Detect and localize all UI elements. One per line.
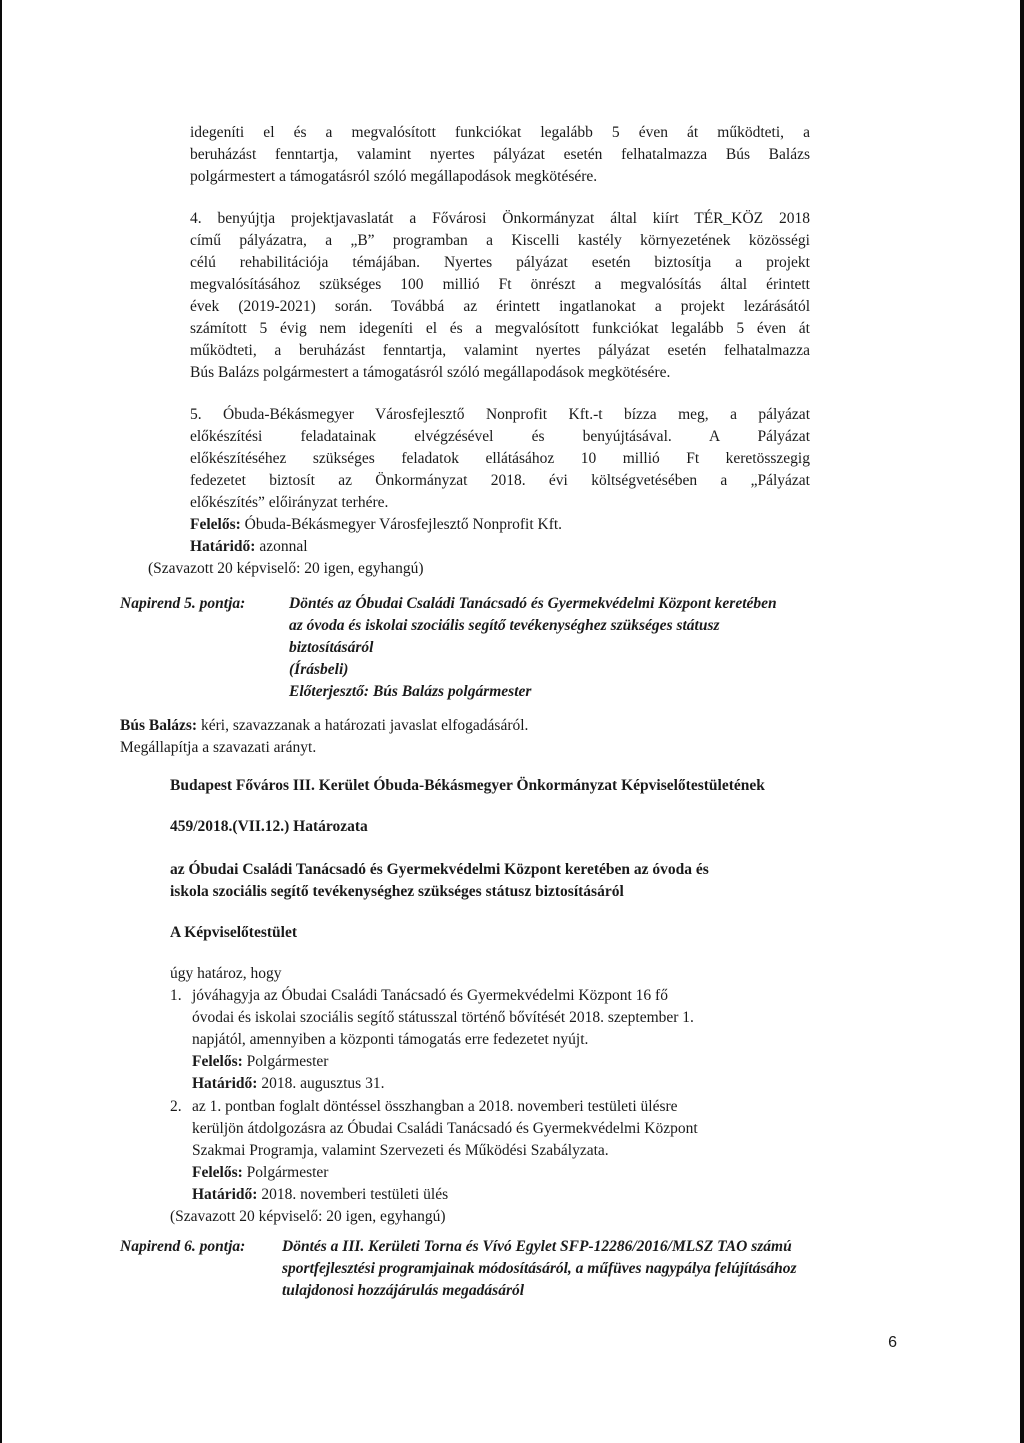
deadline-value: 2018. augusztus 31. [257,1075,385,1092]
text-line: az 1. pontban foglalt döntéssel összhangban a 2018. novemberi testületi ülésre [192,1098,678,1115]
text-line: óvodai és iskolai szociális segítő státusszal történő bővítését 2018. szeptember 1. [192,1009,694,1026]
text-line: Döntés az Óbudai Családi Tanácsadó és Gyermekvédelmi Központ keretében [289,595,777,612]
speaker-text: kéri, szavazzanak a határozati javaslat elfogadásáról. [197,717,529,734]
text-line: napjától, amennyiben a központi támogatás erre fedezetet nyújt. [192,1031,589,1048]
deadline-value: azonnal [255,538,308,555]
text-line: az Óbudai Családi Tanácsadó és Gyermekvédelmi Központ keretében az óvoda és [170,861,709,878]
text-line: Bús Balázs polgármestert a támogatásról szóló megállapodások megkötésére. [190,364,671,381]
deadline-label: Határidő: [192,1075,258,1092]
text-line: tulajdonosi hozzájárulás megadásáról [282,1282,525,1299]
resolution-subject [170,859,709,903]
text-line: 5. Óbuda-Békásmegyer Városfejlesztő Nonprofit Kft.-t bízza meg, a pályázat [190,406,810,423]
text-line: sportfejlesztési programjainak módosításáról, a műfüves nagypálya felújításához [282,1260,797,1277]
point-number: 2. [170,1098,182,1115]
resolution-number: 459/2018.(VII.12.) Határozata [170,818,368,835]
resolution-body-title: A Képviselőtestület [170,924,297,941]
point-body [192,1096,810,1206]
deadline-value: 2018. novemberi testületi ülés [257,1186,449,1203]
text-line: című pályázatra, a „B” programban a Kiscelli kastély környezetének közösségi [190,232,810,249]
text-line: megvalósításához szükséges 100 millió Ft önrészt a megvalósítás által érintett [190,276,810,293]
text-line: jóváhagyja az Óbudai Családi Tanácsadó és Gyermekvédelmi Központ 16 fő [192,987,668,1004]
agenda-label: Napirend 6. pontja: [120,1238,246,1255]
text-line: Szakmai Programja, valamint Szervezeti és Működési Szabályzata. [192,1142,609,1159]
text-line: idegeníti el és a megvalósított funkciókat legalább 5 éven át működteti, a [190,124,810,141]
scan-edge-left [0,0,2,1443]
text-line: kerüljön átdolgozásra az Óbudai Családi Tanácsadó és Gyermekvédelmi Központ [192,1120,698,1137]
responsible-line [192,1051,810,1073]
responsible-line [190,514,810,536]
responsible-line [192,1162,810,1184]
point-body [192,985,810,1095]
text-line: biztosításáról [289,639,374,656]
item-5-paragraph [190,404,810,558]
deadline-line [190,536,810,558]
responsible-label: Felelős: [192,1164,243,1181]
text-line: az óvoda és iskolai szociális segítő tevékenységhez szükséges státusz [289,617,720,634]
deadline-line [192,1184,810,1206]
text-line: előkészítés” előirányzat terhére. [190,494,389,511]
deadline-line [192,1073,810,1095]
text-line: Megállapítja a szavazati arányt. [120,739,317,756]
text-line: beruházást fenntartja, valamint nyertes pályázat esetén felhatalmazza Bús Balázs [190,146,810,163]
item-4-paragraph [190,208,810,384]
vote-result: (Szavazott 20 képviselő: 20 igen, egyhangú) [148,560,424,577]
intro-paragraph [190,122,810,188]
text-line: Döntés a III. Kerületi Torna és Vívó Egylet SFP-12286/2016/MLSZ TAO számú [282,1238,792,1255]
resolution-point-2 [170,1096,810,1206]
responsible-label: Felelős: [192,1053,243,1070]
responsible-label: Felelős: [190,516,241,533]
point-number: 1. [170,987,182,1004]
text-line: Előterjesztő: Bús Balázs polgármester [289,683,532,700]
deadline-label: Határidő: [190,538,256,555]
deadline-label: Határidő: [192,1186,258,1203]
text-line: polgármestert a támogatásról szóló megállapodások megkötésére. [190,168,598,185]
text-line: célú rehabilitációja témájában. Nyertes pályázat esetén biztosítja a projekt [190,254,810,271]
scan-edge-right [1020,0,1024,1443]
agenda-title [282,1236,902,1302]
responsible-value: Óbuda-Békásmegyer Városfejlesztő Nonprofit Kft. [240,516,563,533]
speaker-name: Bús Balázs: [120,717,198,734]
responsible-value: Polgármester [242,1164,329,1181]
text-line: évek (2019-2021) során. Továbbá az érintett ingatlanokat a projekt lezárásától [190,298,810,315]
text-line: előkészítési feladatainak elvégzésével és benyújtásával. A Pályázat [190,428,810,445]
text-line: működteti, a beruházást fenntartja, valamint nyertes pályázat esetén felhatalmazza [190,342,810,359]
agenda-title [289,593,889,703]
text-line: (Írásbeli) [289,661,349,678]
agenda-label: Napirend 5. pontja: [120,595,246,612]
resolution-decides: úgy határoz, hogy [170,965,282,982]
vote-result: (Szavazott 20 képviselő: 20 igen, egyhangú) [170,1208,446,1225]
text-line: fedezetet biztosít az Önkormányzat 2018. évi költségvetésében a „Pályázat [190,472,810,489]
resolution-point-1 [170,985,810,1095]
resolution-council: Budapest Főváros III. Kerület Óbuda-Békásmegyer Önkormányzat Képviselőtestületének [170,777,765,794]
text-line: 4. benyújtja projektjavaslatát a Fővárosi Önkormányzat által kiírt TÉR_KÖZ 2018 [190,210,810,227]
text-line: előkészítéséhez szükséges feladatok ellátásához 10 millió Ft keretösszegig [190,450,810,467]
text-line: iskola szociális segítő tevékenységhez szükséges státusz biztosításáról [170,883,624,900]
speaker-line [120,715,528,737]
responsible-value: Polgármester [242,1053,329,1070]
text-line: számított 5 évig nem idegeníti el és a megvalósított funkciókat legalább 5 éven át [190,320,810,337]
page-number: 6 [888,1334,897,1351]
discussion [120,715,528,759]
